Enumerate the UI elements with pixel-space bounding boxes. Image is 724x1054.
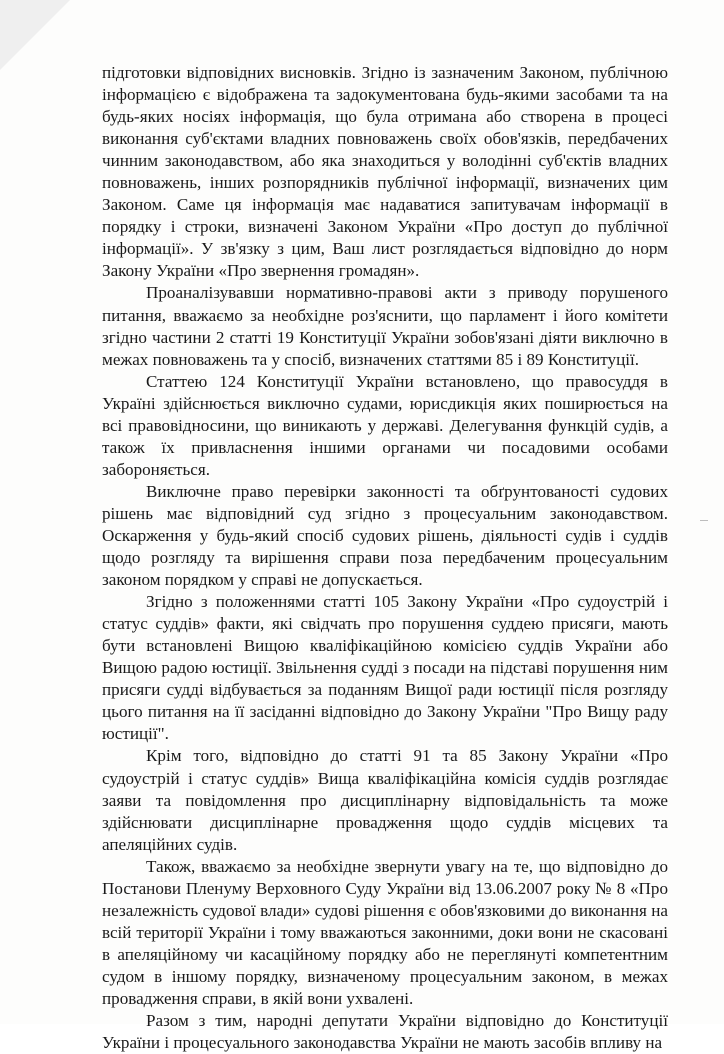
paragraph-public-information: підготовки відповідних висновків. Згідно із зазначеним Законом, публічною інформацією є відображена та задокументована будь-якими засобами та на будь-яких носіях інформація, що була отримана або створена в процесі виконання суб'єктами владних повноважень своїх обов'язків, передбачених чинним законодавством, або яка знаходиться у володінні суб'єктів владних повноважень, інших розпорядників публічної інформації, визначених цим Законом. Саме ця інформація має надаватися запитувачам інформації в порядку і строки, визначені Законом України «Про доступ до публічної інформації». У зв'язку з цим, Ваш лист розглядається відповідно до норм Закону України «Про звернення громадян». bbox=[102, 63, 668, 281]
paragraph-deputies-no-influence: Разом з тим, народні депутати України відповідно до Конституції України і процесуального законодавства України не мають засобів впливу на bbox=[102, 1011, 668, 1053]
paragraph-article-124: Статтею 124 Конституції України встановлено, що правосуддя в Україні здійснюється виключно судами, юрисдикція яких поширюється на всі правовідносини, що виникають у державі. Делегування функцій судів, а також їх привласнення іншими органами чи посадовими особами забороняється. bbox=[102, 371, 668, 479]
paragraph-article-105: Згідно з положеннями статті 105 Закону України «Про судоустрій і статус суддів» факти, які свідчать про порушення суддею присяги, мають бути встановлені Вищою кваліфікаційною комісією суддів України або Вищою радою юстиції. Звільнення судді з посади на підставі порушення ним присяги судді відбувається за поданням Вищої ради юстиції після розгляду цього питання на її засіданні відповідно до Закону України "Про Вищу раду юстиції". bbox=[102, 592, 668, 744]
paragraph-qualification-commission: Крім того, відповідно до статті 91 та 85 Закону України «Про судоустрій і статус суддів» Вища кваліфікаційна комісія суддів розглядає заяви та повідомлення про дисциплінарну відповідальність та може здійснювати дисциплінарне провадження щодо суддів місцевих та апеляційних судів. bbox=[102, 746, 668, 854]
page-corner-fold bbox=[0, 0, 70, 70]
letter-body bbox=[102, 62, 668, 1054]
paragraph-parliament-powers: Проаналізувавши нормативно-правові акти з приводу порушеного питання, вважаємо за необхідне роз'яснити, що парламент і його комітети згідно частини 2 статті 19 Конституції України зобов'язані діяти виключно в межах повноважень та у спосіб, визначених статтями 85 і 89 Конституції. bbox=[102, 283, 668, 369]
paragraph-exclusive-review-right: Виключне право перевірки законності та обґрунтованості судових рішень має відповідний суд згідно з процесуальним законодавством. Оскарження у будь-який спосіб судових рішень, діяльності судів і суддів щодо розгляду та вирішення справи поза передбаченим процесуальним законом порядком у справі не допускається. bbox=[102, 481, 668, 590]
paragraph-supreme-court-resolution: Також, вважаємо за необхідне звернути увагу на те, що відповідно до Постанови Пленуму Верховного Суду України від 13.06.2007 року № 8 «Про незалежність судової влади» судові рішення є обов'язковими до виконання на всій території України і тому вважаються законними, доки вони не скасовані в апеляційному чи касаційному порядку або не переглянуті компетентним судом в іншому порядку, визначеному процесуальним законом, в межах провадження справи, в якій вони ухвалені. bbox=[102, 856, 668, 1008]
margin-mark bbox=[700, 520, 708, 521]
